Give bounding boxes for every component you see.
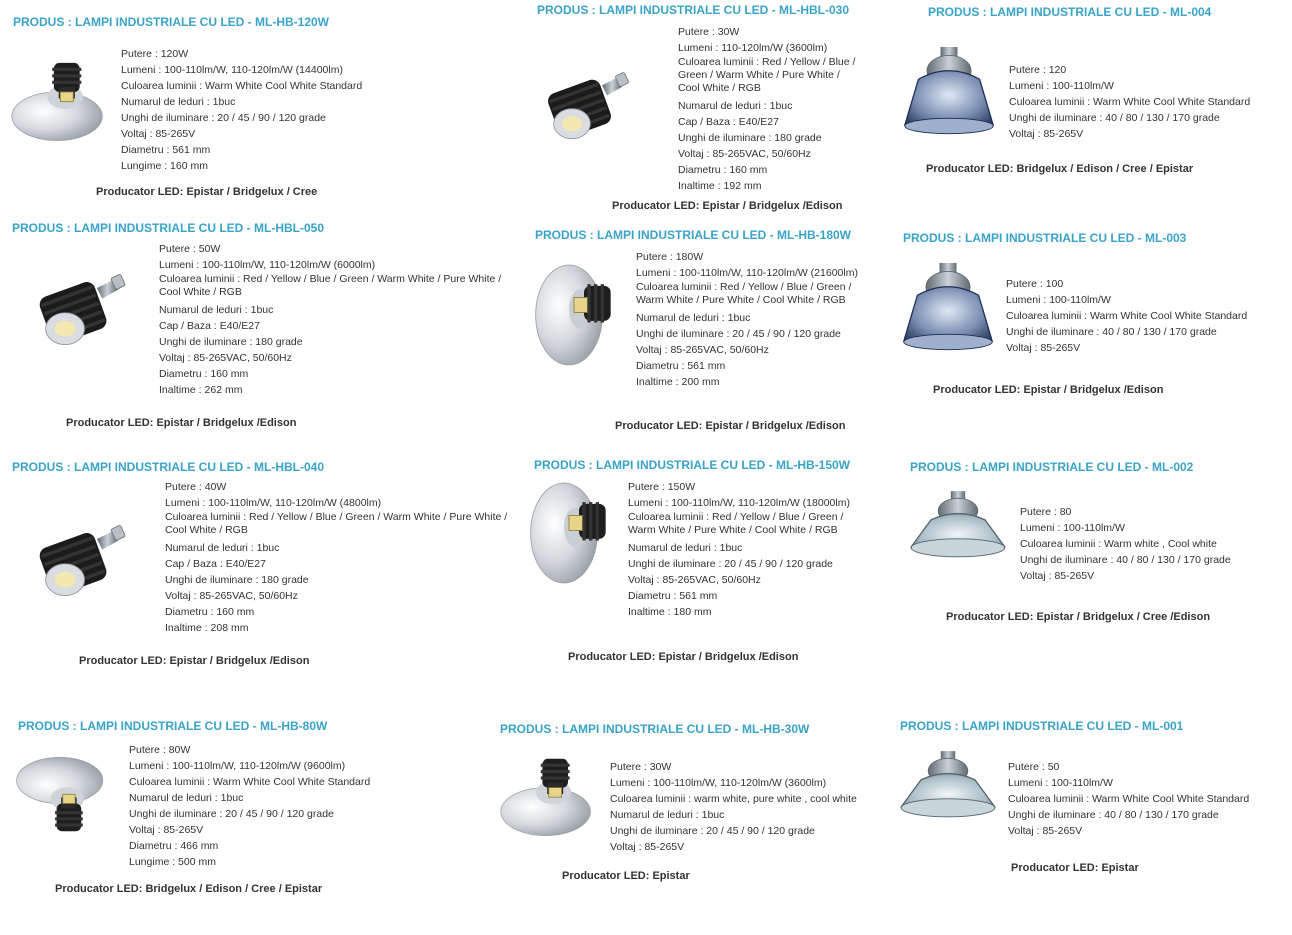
spec-line: Voltaj : 85-265VAC, 50/60Hz (628, 574, 761, 586)
spec-line: Inaltime : 192 mm (678, 180, 762, 192)
product-title[interactable]: PRODUS : LAMPI INDUSTRIALE CU LED - ML-002 (910, 460, 1194, 474)
product-specs (678, 24, 860, 194)
product-specs (636, 249, 861, 390)
spec-line: Unghi de iluminare : 20 / 45 / 90 / 120 grade (121, 112, 326, 124)
product-title[interactable]: PRODUS : LAMPI INDUSTRIALE CU LED - ML-HB-180W (535, 228, 851, 242)
spec-line: Lungime : 500 mm (129, 856, 216, 868)
spec-line: Voltaj : 85-265V (610, 841, 685, 853)
spec-line: Culoarea luminii : Warm White Cool White Standard (1006, 310, 1248, 322)
spec-line: Unghi de iluminare : 180 grade (159, 336, 303, 348)
spec-line: Diametru : 160 mm (165, 606, 255, 618)
spec-line: Putere : 120W (121, 48, 189, 60)
spec-line: Culoarea luminii : Red / Yellow / Blue / Green / Warm White / Pure White / Cool White / RGB (628, 511, 844, 536)
spec-line: Putere : 50W (159, 243, 221, 255)
spec-line: Inaltime : 180 mm (628, 606, 712, 618)
led-highbay-side-reflector-icon (529, 260, 629, 370)
spec-line: Culoarea luminii : Warm white , Cool white (1020, 538, 1217, 550)
spec-line: Numarul de leduri : 1buc (678, 100, 793, 112)
spec-line: Unghi de iluminare : 20 / 45 / 90 / 120 grade (628, 558, 833, 570)
spec-line: Voltaj : 85-265VAC, 50/60Hz (165, 590, 298, 602)
led-producer: Producator LED: Epistar / Bridgelux /Edison (66, 417, 297, 429)
led-producer: Producator LED: Epistar / Bridgelux /Edison (615, 420, 846, 432)
product-specs (1020, 504, 1231, 584)
spec-line: Voltaj : 85-265V (129, 824, 204, 836)
spec-line: Lumeni : 110-120lm/W (3600lm) (678, 42, 828, 54)
spec-line: Unghi de iluminare : 40 / 80 / 130 / 170 grade (1020, 554, 1231, 566)
spec-line: Cap / Baza : E40/E27 (159, 320, 260, 332)
spec-line: Culoarea luminii : Warm White Cool White Standard (129, 776, 371, 788)
product-title[interactable]: PRODUS : LAMPI INDUSTRIALE CU LED - ML-HB-80W (18, 719, 328, 733)
spec-line: Voltaj : 85-265V (121, 128, 196, 140)
product-specs (159, 241, 509, 398)
product-specs (1009, 62, 1250, 142)
led-producer: Producator LED: Bridgelux / Edison / Cree / Epistar (55, 883, 323, 895)
product-specs (1008, 759, 1249, 839)
spec-line: Numarul de leduri : 1buc (628, 542, 743, 554)
spec-line: Diametru : 160 mm (678, 164, 768, 176)
spec-line: Culoarea luminii : Warm White Cool White Standard (121, 80, 363, 92)
spec-line: Unghi de iluminare : 20 / 45 / 90 / 120 grade (129, 808, 334, 820)
spec-line: Voltaj : 85-265VAC, 50/60Hz (159, 352, 292, 364)
spec-line: Numarul de leduri : 1buc (121, 96, 236, 108)
spec-line: Lumeni : 100-110lm/W (1020, 522, 1125, 534)
spec-line: Putere : 150W (628, 481, 696, 493)
spec-line: Inaltime : 262 mm (159, 384, 243, 396)
spec-line: Lumeni : 100-110lm/W, 110-120lm/W (21600lm) (636, 267, 858, 279)
spec-line: Voltaj : 85-265V (1020, 570, 1095, 582)
spec-line: Inaltime : 200 mm (636, 376, 720, 388)
spec-line: Putere : 80W (129, 744, 191, 756)
spec-line: Numarul de leduri : 1buc (610, 809, 725, 821)
spec-line: Unghi de iluminare : 40 / 80 / 130 / 170 grade (1009, 112, 1220, 124)
led-producer: Producator LED: Epistar (562, 870, 690, 882)
spec-line: Culoarea luminii : Red / Yellow / Blue / Green / Warm White / Pure White / Cool White / RGB (678, 56, 856, 94)
spec-line: Cap / Baza : E40/E27 (165, 558, 266, 570)
spec-line: Inaltime : 208 mm (165, 622, 249, 634)
spec-line: Voltaj : 85-265V (1009, 128, 1084, 140)
spec-line: Lungime : 160 mm (121, 160, 208, 172)
spec-line: Numarul de leduri : 1buc (636, 312, 751, 324)
spec-line: Lumeni : 100-110lm/W, 110-120lm/W (14400lm) (121, 64, 343, 76)
spec-line: Putere : 30W (678, 26, 740, 38)
led-producer: Producator LED: Epistar / Bridgelux / Cree (96, 186, 318, 198)
spec-line: Voltaj : 85-265V (1006, 342, 1081, 354)
spec-line: Putere : 30W (610, 761, 672, 773)
product-specs (628, 479, 853, 620)
spec-line: Putere : 120 (1009, 64, 1067, 76)
spec-line: Culoarea luminii : Red / Yellow / Blue / Green / Warm White / Pure White / Cool White / RGB (159, 273, 502, 298)
spec-line: Lumeni : 100-110lm/W (1008, 777, 1113, 789)
spec-line: Numarul de leduri : 1buc (165, 542, 280, 554)
prismatic-flat-lamp-icon (894, 741, 1002, 835)
led-producer: Producator LED: Epistar / Bridgelux /Edison (79, 655, 310, 667)
spec-line: Culoarea luminii : warm white, pure white , cool white (610, 793, 857, 805)
led-bulb-heatsink-icon (537, 63, 637, 151)
spec-line: Diametru : 561 mm (628, 590, 718, 602)
led-producer: Producator LED: Epistar (1011, 862, 1139, 874)
led-producer: Producator LED: Bridgelux / Edison / Cree / Epistar (926, 163, 1194, 175)
spec-line: Culoarea luminii : Red / Yellow / Blue / Green / Warm White / Pure White / Cool White / RGB (165, 511, 508, 536)
spec-line: Putere : 40W (165, 481, 227, 493)
product-title[interactable]: PRODUS : LAMPI INDUSTRIALE CU LED - ML-HB-150W (534, 458, 850, 472)
product-title[interactable]: PRODUS : LAMPI INDUSTRIALE CU LED - ML-HBL-030 (537, 3, 849, 17)
spec-line: Unghi de iluminare : 40 / 80 / 130 / 170 grade (1006, 326, 1217, 338)
led-highbay-wide-reflector-icon (496, 748, 600, 848)
spec-line: Diametru : 561 mm (121, 144, 211, 156)
product-title[interactable]: PRODUS : LAMPI INDUSTRIALE CU LED - ML-HB-120W (13, 15, 329, 29)
spec-line: Unghi de iluminare : 180 grade (678, 132, 822, 144)
prismatic-dome-lamp-icon (897, 253, 999, 363)
spec-line: Cap / Baza : E40/E27 (678, 116, 779, 128)
product-specs (1006, 276, 1247, 356)
spec-line: Lumeni : 100-110lm/W, 110-120lm/W (18000lm) (628, 497, 850, 509)
led-producer: Producator LED: Epistar / Bridgelux /Edison (568, 651, 799, 663)
spec-line: Voltaj : 85-265V (1008, 825, 1083, 837)
spec-line: Numarul de leduri : 1buc (129, 792, 244, 804)
spec-line: Unghi de iluminare : 20 / 45 / 90 / 120 grade (610, 825, 815, 837)
product-specs (165, 479, 510, 636)
product-specs (610, 759, 857, 855)
spec-line: Unghi de iluminare : 180 grade (165, 574, 309, 586)
product-title[interactable]: PRODUS : LAMPI INDUSTRIALE CU LED - ML-HBL-050 (12, 221, 324, 235)
spec-line: Lumeni : 100-110lm/W, 110-120lm/W (3600lm) (610, 777, 827, 789)
spec-line: Culoarea luminii : Red / Yellow / Blue / Green / Warm White / Pure White / Cool White / RGB (636, 281, 852, 306)
spec-line: Putere : 50 (1008, 761, 1060, 773)
prismatic-flat-lamp-icon (904, 486, 1012, 570)
product-title[interactable]: PRODUS : LAMPI INDUSTRIALE CU LED - ML-004 (928, 5, 1212, 19)
led-producer: Producator LED: Epistar / Bridgelux /Edison (933, 384, 1164, 396)
spec-line: Diametru : 466 mm (129, 840, 219, 852)
spec-line: Voltaj : 85-265VAC, 50/60Hz (678, 148, 811, 160)
prismatic-dome-lamp-icon (898, 37, 1000, 147)
spec-line: Numarul de leduri : 1buc (159, 304, 274, 316)
led-highbay-wide-reflector-icon (12, 741, 112, 846)
spec-line: Lumeni : 100-110lm/W (1006, 294, 1111, 306)
product-title[interactable]: PRODUS : LAMPI INDUSTRIALE CU LED - ML-003 (903, 231, 1187, 245)
product-specs (129, 742, 370, 870)
product-title[interactable]: PRODUS : LAMPI INDUSTRIALE CU LED - ML-HBL-040 (12, 460, 324, 474)
led-bulb-heatsink-icon (28, 265, 134, 357)
spec-line: Voltaj : 85-265VAC, 50/60Hz (636, 344, 769, 356)
product-specs (121, 46, 362, 174)
spec-line: Lumeni : 100-110lm/W, 110-120lm/W (9600lm) (129, 760, 346, 772)
spec-line: Diametru : 160 mm (159, 368, 249, 380)
product-title[interactable]: PRODUS : LAMPI INDUSTRIALE CU LED - ML-001 (900, 719, 1184, 733)
spec-line: Culoarea luminii : Warm White Cool White Standard (1008, 793, 1250, 805)
led-producer: Producator LED: Epistar / Bridgelux / Cree /Edison (946, 611, 1211, 623)
spec-line: Putere : 80 (1020, 506, 1072, 518)
spec-line: Unghi de iluminare : 40 / 80 / 130 / 170 grade (1008, 809, 1219, 821)
spec-line: Unghi de iluminare : 20 / 45 / 90 / 120 grade (636, 328, 841, 340)
led-highbay-side-reflector-icon (524, 478, 624, 588)
spec-line: Putere : 100 (1006, 278, 1064, 290)
spec-line: Lumeni : 100-110lm/W (1009, 80, 1114, 92)
product-title[interactable]: PRODUS : LAMPI INDUSTRIALE CU LED - ML-HB-30W (500, 722, 810, 736)
spec-line: Culoarea luminii : Warm White Cool White Standard (1009, 96, 1251, 108)
spec-line: Lumeni : 100-110lm/W, 110-120lm/W (4800lm) (165, 497, 382, 509)
spec-line: Diametru : 561 mm (636, 360, 726, 372)
spec-line: Putere : 180W (636, 251, 704, 263)
led-bulb-heatsink-icon (28, 516, 134, 608)
led-producer: Producator LED: Epistar / Bridgelux /Edison (612, 200, 843, 212)
led-highbay-wide-reflector-icon (7, 45, 112, 160)
spec-line: Lumeni : 100-110lm/W, 110-120lm/W (6000lm) (159, 259, 376, 271)
